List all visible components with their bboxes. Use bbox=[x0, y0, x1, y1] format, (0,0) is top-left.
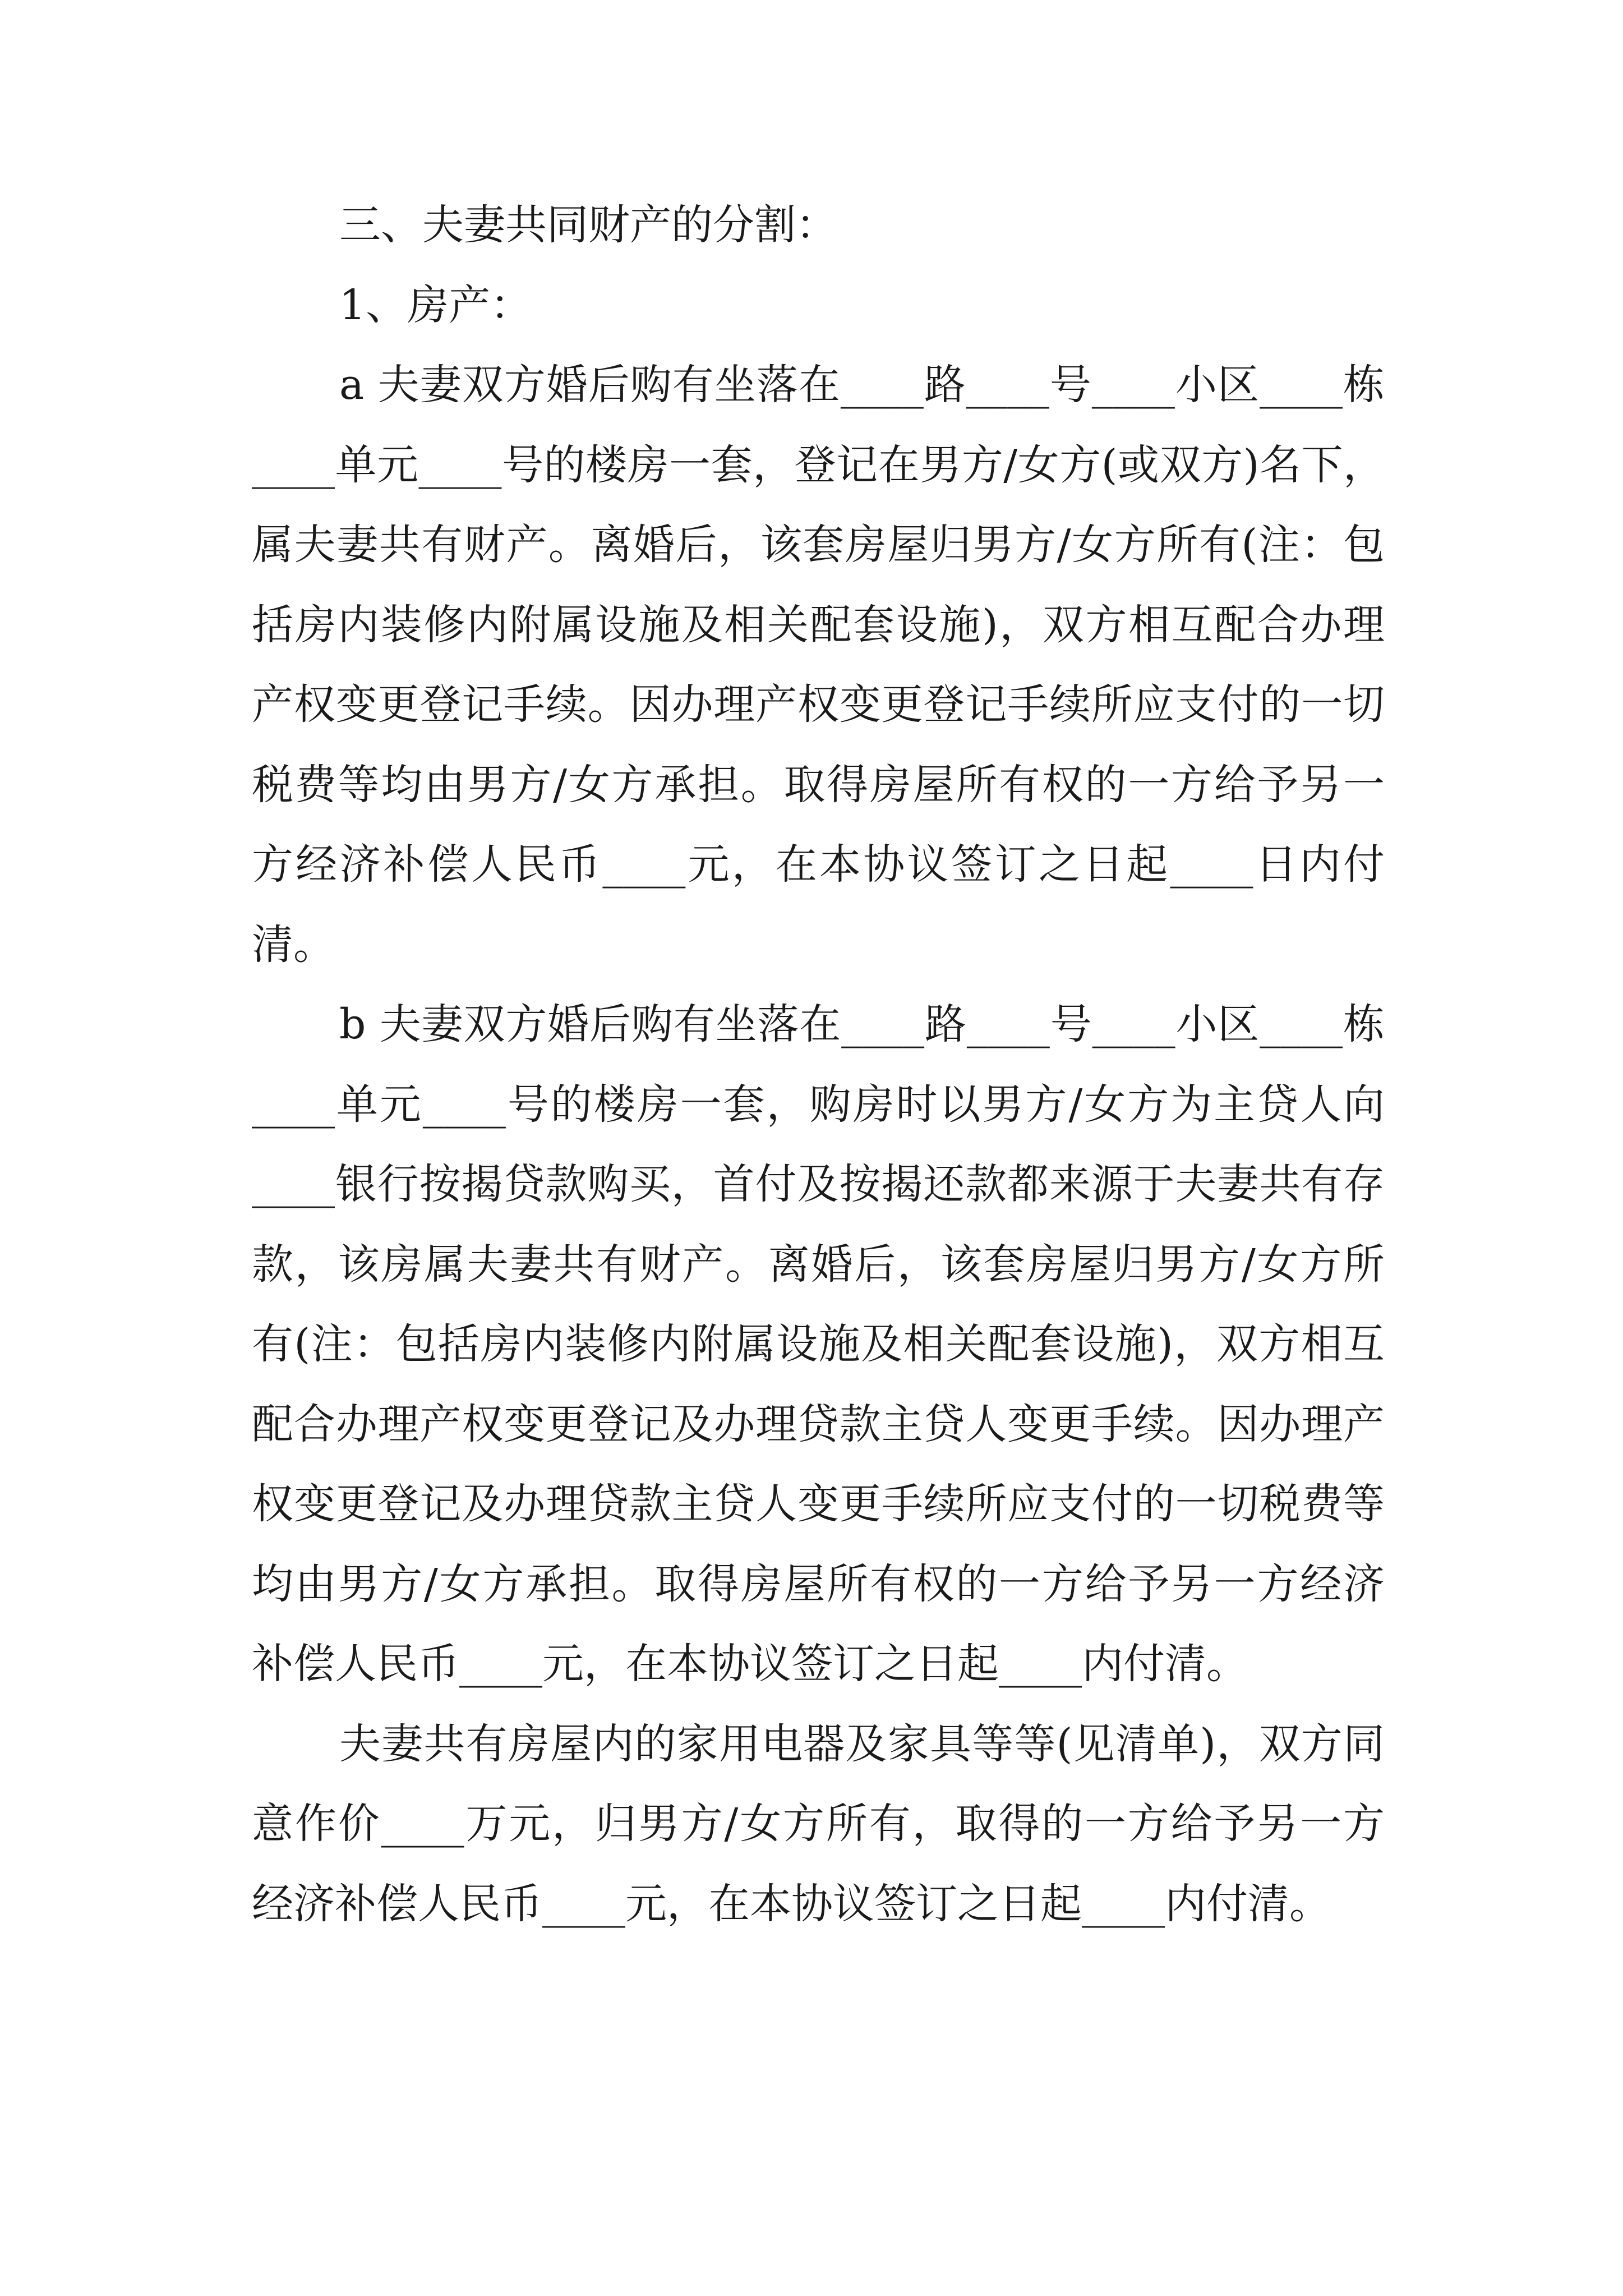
clause-b-paragraph: b 夫妻双方婚后购有坐落在____路____号____小区____栋____单元____号的楼房一套，购房时以男方/女方为主贷人向____银行按揭贷款购买，首付及按揭还款都来源于夫妻共有存款，该房属夫妻共有财产。离婚后，该套房屋归男方/女方所有(注：包括房内装修内附属设施及相关配套设施)，双方相互配合办理产权变更登记及办理贷款主贷人变更手续。因办理产权变更登记及办理贷款主贷人变更手续所应支付的一切税费等均由男方/女方承担。取得房屋所有权的一方给予另一方经济补偿人民币____元，在本协议签订之日起____内付清。 bbox=[252, 1000, 1385, 1688]
clause-a-paragraph: a 夫妻双方婚后购有坐落在____路____号____小区____栋____单元____号的楼房一套，登记在男方/女方(或双方)名下，属夫妻共有财产。离婚后，该套房屋归男方/女方所有(注：包括房内装修内附属设施及相关配套设施)，双方相互配合办理产权变更登记手续。因办理产权变更登记手续所应支付的一切税费等均由男方/女方承担。取得房屋所有权的一方给予另一方经济补偿人民币____元，在本协议签订之日起____日内付清。 bbox=[252, 361, 1385, 969]
section-heading: 三、夫妻共同财产的分割： bbox=[339, 201, 837, 249]
subsection-heading: 1、房产： bbox=[339, 280, 532, 329]
document-body bbox=[252, 185, 1385, 1944]
appliances-paragraph: 夫妻共有房屋内的家用电器及家具等等(见清单)，双方同意作价____万元，归男方/女方所有，取得的一方给予另一方经济补偿人民币____元，在本协议签订之日起____内付清。 bbox=[252, 1719, 1385, 1928]
